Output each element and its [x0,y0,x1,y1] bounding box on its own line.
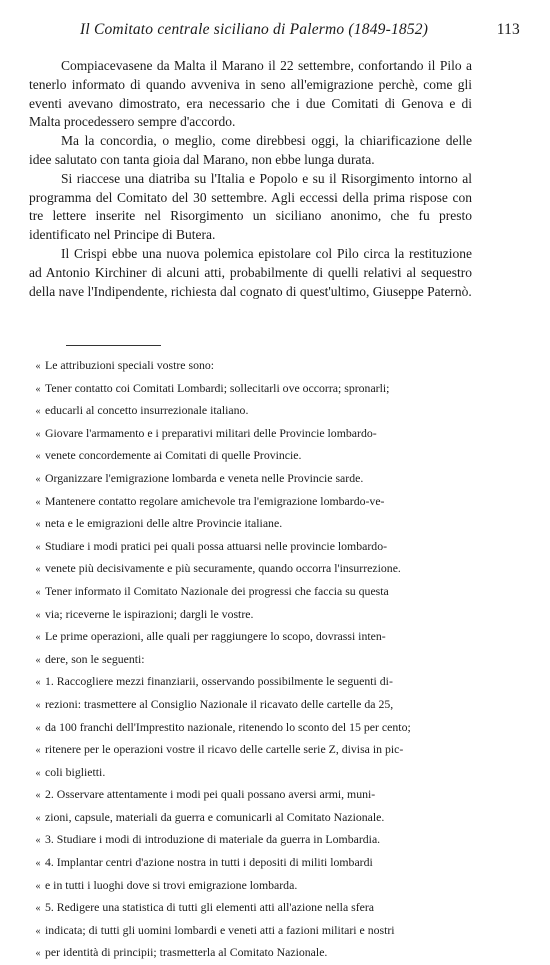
quote-mark: « [35,519,41,531]
quote-mark: « [35,541,41,553]
quote-mark: « [35,496,41,508]
footnote-item [31,536,470,581]
footnote-line [35,762,470,785]
quote-mark: « [35,473,41,485]
footnote-divider [66,345,161,346]
footnote-line [35,852,470,875]
paragraph: Il Crispi ebbe una nuova polemica epistolare col Pilo circa la restituzione ad Antonio Kirchiner di alcuni atti, probabilmente di quelli relativi al sequestro della nave l'Indipendente, richiesta dal cognato di quest'ultimo, Giuseppe Paternò. [29,245,472,299]
quote-mark: « [35,767,41,779]
footnote-item [31,671,470,784]
footnote-text: Giovare l'armamento e i preparativi militari delle Provincie lombardo- [45,425,377,440]
footnote-line [35,717,470,740]
footnote-item [31,897,470,965]
quote-mark: « [35,790,41,802]
footnote-line [35,626,470,649]
footnote-item [31,423,470,468]
footnote-line [35,604,470,627]
footnote-item [31,852,470,897]
footnote-line [35,491,470,514]
footnote-item [31,784,470,829]
quote-mark: « [35,383,41,395]
footnote-text: venete più decisivamente e più securamente, quando occorra l'insurrezione. [45,561,401,576]
quote-mark: « [35,880,41,892]
footnote-line [35,536,470,559]
quote-mark: « [35,699,41,711]
running-title: Il Comitato centrale siciliano di Palermo (1849-1852) [80,21,429,38]
footnote-text: 3. Studiare i modi di introduzione di materiale da guerra in Lombardia. [45,832,381,847]
quote-mark: « [35,858,41,870]
footnote-line [35,581,470,604]
footnote-line [35,355,470,378]
footnote-line [35,423,470,446]
quote-mark: « [35,428,41,440]
footnote-text: Mantenere contatto regolare amichevole tra l'emigrazione lombardo-ve- [45,493,385,508]
quote-mark: « [35,564,41,576]
quote-mark: « [35,835,41,847]
quote-mark: « [35,632,41,644]
page-number: 113 [496,21,520,38]
footnote-text: neta e le emigrazioni delle altre Provincie italiane. [45,516,283,531]
footnote-line [35,649,470,672]
paragraph: Ma la concordia, o meglio, come direbbesi oggi, la chiarificazione delle idee salutato con tanta gioia dal Marano, non ebbe lunga durata. [29,133,472,167]
quote-mark: « [35,812,41,824]
footnote-item [31,626,470,671]
footnote-line [35,400,470,423]
footnote-text: zioni, capsule, materiali da guerra e comunicarli al Comitato Nazionale. [45,809,385,824]
footnote-text: 1. Raccogliere mezzi finanziarii, osservando possibilmente le seguenti di- [45,674,393,689]
footnote-item [31,581,470,626]
quote-mark: « [35,451,41,463]
footnote-text: rezioni: trasmettere al Consiglio Nazionale il ricavato delle cartelle da 25, [45,696,394,711]
footnote-line [35,445,470,468]
footnote-line [35,558,470,581]
footnote-text: indicata; di tutti gli uomini lombardi e veneti atti a fazioni militari e nostri [45,922,395,937]
footnote-line [35,920,470,943]
footnote-text: educarli al concetto insurrezionale italiano. [45,403,249,418]
footnote-item [31,355,470,378]
footnote-text: ritenere per le operazioni vostre il ricavo delle cartelle serie Z, divisa in pic- [45,742,404,757]
footnote-text: 2. Osservare attentamente i modi pei quali possano aversi armi, muni- [45,787,376,802]
footnote-text: venete concordemente ai Comitati di quelle Provincie. [45,448,302,463]
footnotes [31,355,470,965]
footnote-item [31,491,470,536]
footnote-text: per identità di principii; trasmetterla al Comitato Nazionale. [45,945,328,960]
footnote-item [31,378,470,423]
footnote-line [35,829,470,852]
footnote-line [35,513,470,536]
footnote-text: da 100 franchi dell'Imprestito nazionale, ritenendo lo sconto del 15 per cento; [45,719,411,734]
footnote-text: Le attribuzioni speciali vostre sono: [45,358,215,372]
footnote-line [35,378,470,401]
main-text [29,57,472,301]
quote-mark: « [35,586,41,598]
footnote-line [35,807,470,830]
footnote-line [35,694,470,717]
footnote-item [31,829,470,852]
footnote-text: coli biglietti. [45,764,106,779]
footnote-text: e in tutti i luoghi dove si trovi emigrazione lombarda. [45,877,298,892]
running-header [28,20,520,42]
quote-mark: « [35,722,41,734]
footnote-text: Le prime operazioni, alle quali per raggiungere lo scopo, dovrassi inten- [45,629,386,644]
footnote-text: via; riceverne le ispirazioni; dargli le vostre. [45,606,254,621]
footnote-text: dere, son le seguenti: [45,651,145,666]
quote-mark: « [35,609,41,621]
footnote-line [35,897,470,920]
quote-mark: « [35,925,41,937]
quote-mark: « [35,903,41,915]
footnote-text: Studiare i modi pratici pei quali possa attuarsi nelle provincie lombardo- [45,538,388,553]
footnote-text: Organizzare l'emigrazione lombarda e veneta nelle Provincie sarde. [45,470,364,485]
footnote-line [35,875,470,898]
footnote-line [35,671,470,694]
footnote-text: Tener contatto coi Comitati Lombardi; sollecitarli ove occorra; spronarli; [45,380,390,395]
quote-mark: « [35,654,41,666]
footnote-line [35,739,470,762]
footnote-text: Tener informato il Comitato Nazionale dei progressi che faccia su questa [45,583,389,598]
footnote-line [35,784,470,807]
paragraph: Si riaccese una diatriba su l'Italia e Popolo e su il Risorgimento intorno al programma del Comitato del 30 settembre. Agli eccessi della prima rispose con tre lettere inserite nel Risorgimento un siciliano anonimo, che fu presto identificato nel Principe di Butera. [29,170,472,243]
paragraph: Compiacevasene da Malta il Marano il 22 settembre, confortando il Pilo a tenerlo informato di quando avveniva in seno all'emigrazione perchè, come gli eventi avevano dimostrato, era necessario che i due Comitati di Genova e di Malta procedessero sempre d'accordo. [29,58,472,130]
footnote-line [35,468,470,491]
footnote-text: 4. Implantar centri d'azione nostra in tutti i depositi di militi lombardi [45,855,373,870]
quote-mark: « [35,406,41,418]
quote-mark: « [35,745,41,757]
quote-mark: « [35,948,41,960]
quote-mark: « [35,361,41,372]
footnote-line [35,942,470,965]
footnote-item [31,468,470,491]
quote-mark: « [35,677,41,689]
footnote-text: 5. Redigere una statistica di tutti gli elementi atti all'azione nella sfera [45,900,375,915]
